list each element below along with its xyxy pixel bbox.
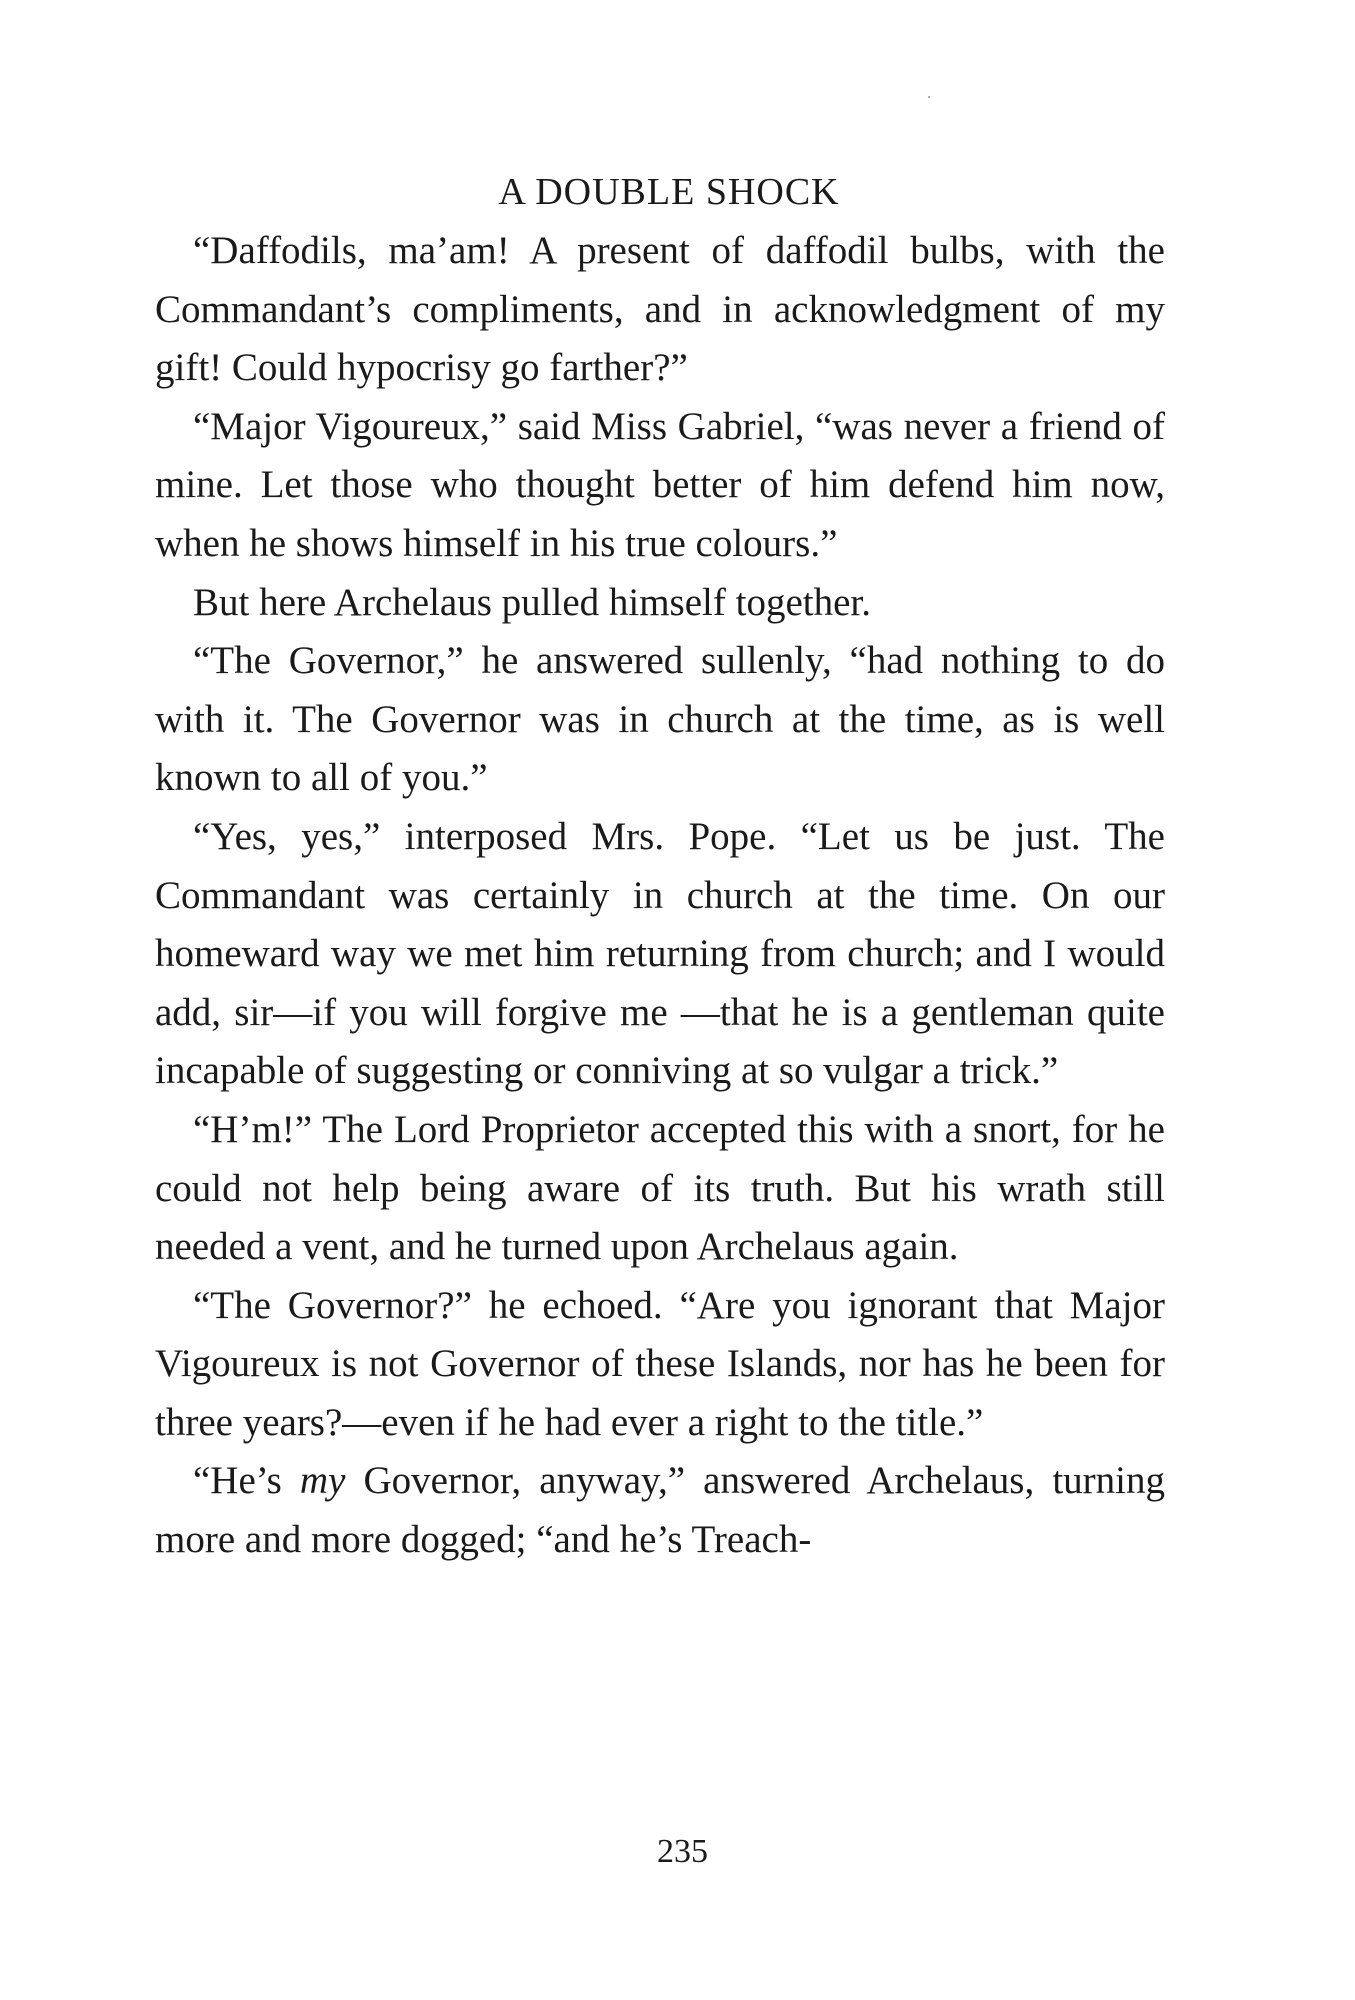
paragraph <box>155 398 1165 574</box>
paragraph-text: Governor, anyway,” answered Archelaus, turning more and more dogged; “and he’s Treach- <box>155 1459 1165 1562</box>
paragraph <box>155 1277 1165 1453</box>
paragraph-text: “Daffodils, ma’am! A present of daffodil bulbs, with the Commandant’s compliments, and in acknowledgment of my gift! Could hypocrisy go farther?” <box>155 229 1165 390</box>
paragraph <box>155 808 1165 1101</box>
paragraph-text: “He’s <box>193 1459 300 1503</box>
page-number: 235 <box>657 1833 708 1870</box>
paragraph-text: “The Governor?” he echoed. “Are you ignorant that Major Vigoureux is not Governor of these Islands, nor has he been for three years?—even if he had ever a right to the title.” <box>155 1283 1165 1444</box>
paragraph-text: “H’m!” The Lord Proprietor accepted this with a snort, for he could not help being aware of its truth. But his wrath still needed a vent, and he turned upon Archelaus again. <box>155 1107 1165 1269</box>
paragraph <box>155 222 1165 398</box>
body-text <box>155 222 1165 1570</box>
paragraph <box>155 1452 1165 1569</box>
running-head: A DOUBLE SHOCK <box>498 171 840 213</box>
paragraph-text: “The Governor,” he answered sullenly, “had nothing to do with it. The Governor was in church at the time, as is well known to all of you.” <box>155 639 1165 800</box>
paragraph-text: “Yes, yes,” interposed Mrs. Pope. “Let us be just. The Commandant was certainly in church at the time. On our homeward way we met him returning from church; and I would add, sir—if you will forgive me —that he is a gentleman quite incapable of suggesting or conniving at so vulgar a trick.” <box>155 814 1165 1093</box>
paragraph-text: “Major Vigoureux,” said Miss Gabriel, “was never a friend of mine. Let those who thought better of him defend him now, when he shows himself in his true colours.” <box>155 404 1165 565</box>
book-page <box>155 162 1165 1570</box>
paragraph <box>155 632 1165 808</box>
page-speck <box>928 96 930 98</box>
paragraph <box>155 574 1165 633</box>
emphasized-word: my <box>299 1459 346 1503</box>
paragraph <box>155 1101 1165 1277</box>
paragraph-text: But here Archelaus pulled himself together. <box>193 580 871 624</box>
